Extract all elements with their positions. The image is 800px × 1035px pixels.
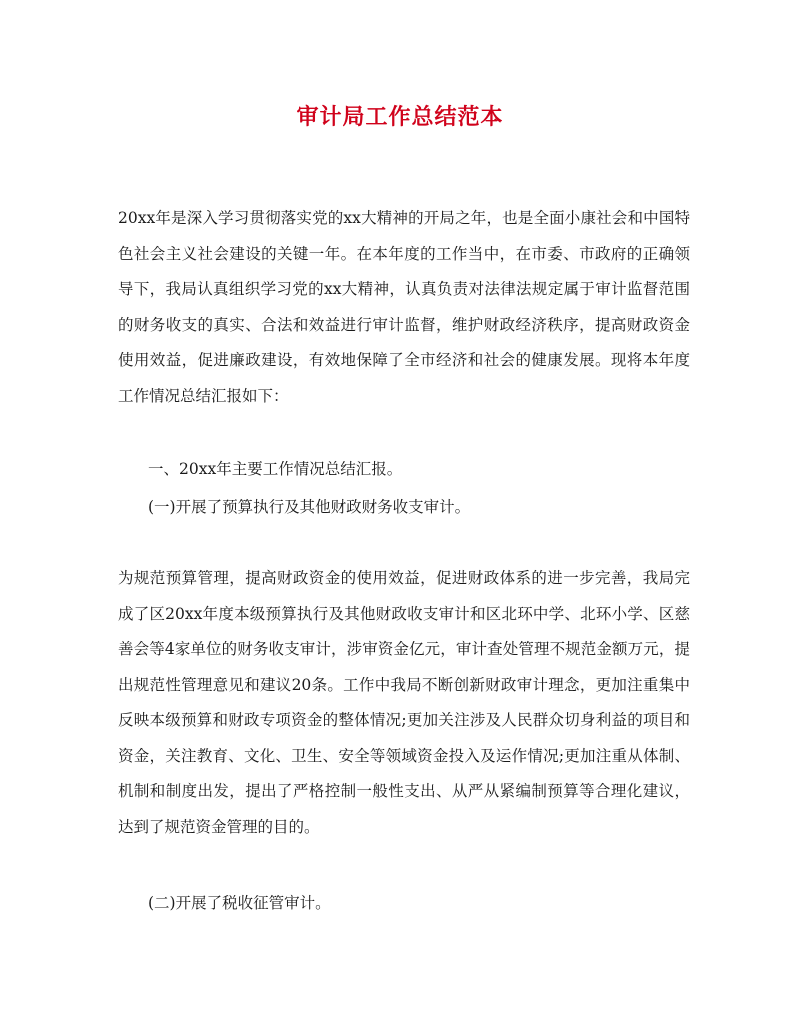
subsection-heading-2: (二)开展了税收征管审计。 bbox=[148, 894, 331, 912]
body-paragraph-budget-audit: 为规范预算管理，提高财政资金的使用效益，促进财政体系的进一步完善，我局完成了区20xx年度本级预算执行及其他财政收支审计和区北环中学、北环小学、区慈善会等4家单位的财务收支审计，涉审资金亿元，审计查处管理不规范金额万元，提出规范性管理意见和建议20条。工作中我局不断创新财政审计理念，更加注重集中反映本级预算和财政专项资金的整体情况;更加关注涉及人民群众切身利益的项目和资金，关注教育、文化、卫生、安全等领域资金投入及运作情况;更加注重从体制、机制和制度出发，提出了严格控制一般性支出、从严从紧编制预算等合理化建议，达到了规范资金管理的目的。 bbox=[118, 569, 690, 836]
document-title: 审计局工作总结范本 bbox=[296, 104, 504, 130]
section-heading-1: 一、20xx年主要工作情况总结汇报。 bbox=[148, 460, 403, 478]
intro-paragraph: 20xx年是深入学习贯彻落实党的xx大精神的开局之年，也是全面小康社会和中国特色社会主义社会建设的关键一年。在本年度的工作当中，在市委、市政府的正确领导下，我局认真组织学习党的xx大精神，认真负责对法律法规定属于审计监督范围的财务收支的真实、合法和效益进行审计监督，维护财政经济秩序，提高财政资金使用效益，促进廉政建设，有效地保障了全市经济和社会的健康发展。现将本年度工作情况总结汇报如下： bbox=[118, 209, 690, 405]
subsection-heading-1: (一)开展了预算执行及其他财政财务收支审计。 bbox=[148, 498, 471, 516]
